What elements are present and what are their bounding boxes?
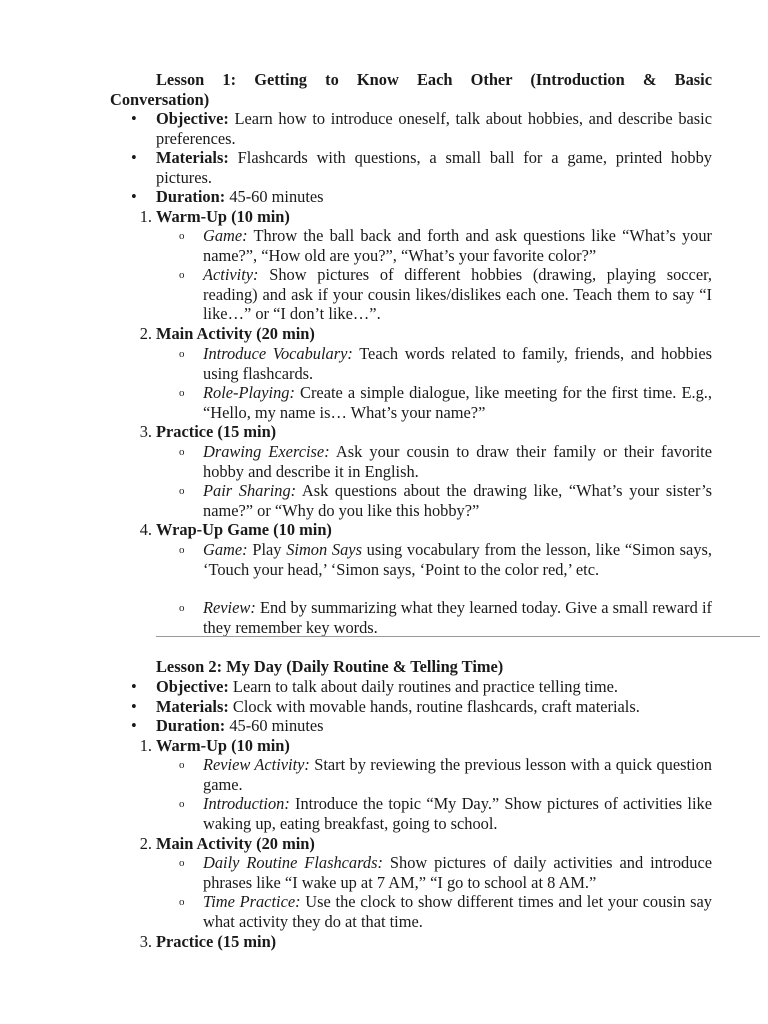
sub-bullet-icon: o — [179, 446, 185, 458]
item-text: Ask your cousin to draw their family or their favorite hobby and describe it in English. — [203, 442, 712, 481]
section-number: 2. — [139, 834, 152, 853]
item-text: Use the clock to show different times and let your cousin say what activity they do at that time. — [203, 892, 712, 931]
simon-says-title: Simon Says — [286, 540, 362, 559]
bullet-icon: • — [131, 697, 137, 716]
lesson-1-title: Lesson 1: Getting to Know Each Other (Introduction & Basic — [156, 70, 712, 89]
lesson-1-title-continued: Conversation) — [110, 89, 210, 109]
sub-bullet-icon: o — [179, 759, 185, 771]
lesson-2-duration — [156, 716, 712, 736]
item-text: Play — [247, 540, 287, 559]
section-heading: Main Activity (20 min) — [156, 324, 315, 343]
section-number: 4. — [139, 520, 152, 539]
item-label: Pair Sharing: — [203, 481, 297, 500]
item-text: Start by reviewing the previous lesson with a quick question game. — [203, 755, 713, 794]
list-item — [203, 794, 712, 833]
bullet-icon: • — [131, 187, 137, 206]
materials-text: Flashcards with questions, a small ball for a game, printed hobby pictures. — [156, 148, 712, 187]
list-item — [203, 383, 712, 422]
list-item — [203, 344, 712, 383]
duration-label: Duration: — [156, 187, 226, 206]
lesson-1-duration — [156, 187, 712, 207]
duration-text: 45-60 minutes — [225, 187, 324, 206]
item-text: Show pictures of different hobbies (drawing, playing soccer, reading) and ask if your cousin likes/dislikes each one. Teach them to say “I like…” or “I don’t like…”. — [203, 265, 712, 324]
list-item — [203, 265, 712, 324]
list-item — [203, 598, 712, 637]
list-item — [203, 540, 712, 579]
objective-label: Objective: — [156, 677, 229, 696]
list-item — [203, 442, 712, 481]
section-heading: Warm-Up (10 min) — [156, 207, 290, 226]
duration-text: 45-60 minutes — [225, 716, 324, 735]
section-heading: Warm-Up (10 min) — [156, 736, 290, 755]
section-divider — [156, 636, 760, 637]
section-heading: Wrap-Up Game (10 min) — [156, 520, 332, 539]
section-heading: Main Activity (20 min) — [156, 834, 315, 853]
item-label: Introduction: — [203, 794, 290, 813]
item-text: using vocabulary from the lesson, like “Simon says, ‘Touch your head,’ ‘Simon says, ‘Point to the color red,’ etc. — [203, 540, 713, 579]
bullet-icon: • — [131, 148, 137, 167]
sub-bullet-icon: o — [179, 602, 185, 614]
item-label: Time Practice: — [203, 892, 301, 911]
list-item — [203, 226, 712, 265]
lesson-1-objective — [156, 109, 712, 148]
objective-text: Learn how to introduce oneself, talk about hobbies, and describe basic preferences. — [156, 109, 712, 148]
item-label: Review: — [203, 598, 256, 617]
item-label: Game: — [203, 226, 248, 245]
item-label: Drawing Exercise: — [203, 442, 330, 461]
item-label: Activity: — [203, 265, 259, 284]
item-text: Introduce the topic “My Day.” Show pictures of activities like waking up, eating breakfast, going to school. — [203, 794, 712, 833]
item-text: End by summarizing what they learned today. Give a small reward if they remember key words. — [203, 598, 712, 637]
item-text: Teach words related to family, friends, and hobbies using flashcards. — [203, 344, 712, 383]
item-text: Ask questions about the drawing like, “What’s your sister’s name?” or “Why do you like this hobby?” — [203, 481, 713, 520]
materials-label: Materials: — [156, 148, 229, 167]
bullet-icon: • — [131, 109, 137, 128]
sub-bullet-icon: o — [179, 485, 185, 497]
item-label: Daily Routine Flashcards: — [203, 853, 383, 872]
sub-bullet-icon: o — [179, 544, 185, 556]
list-item — [203, 481, 712, 520]
section-number: 3. — [139, 932, 152, 951]
bullet-icon: • — [131, 716, 137, 735]
section-number: 1. — [139, 207, 152, 226]
objective-text: Learn to talk about daily routines and practice telling time. — [228, 677, 618, 696]
sub-bullet-icon: o — [179, 269, 185, 281]
section-number: 1. — [139, 736, 152, 755]
bullet-icon: • — [131, 677, 137, 696]
item-text: Throw the ball back and forth and ask questions like “What’s your name?”, “How old are you?”, “What’s your favorite color?” — [203, 226, 712, 265]
item-label: Review Activity: — [203, 755, 310, 774]
sub-bullet-icon: o — [179, 798, 185, 810]
lesson-1-materials — [156, 148, 712, 187]
duration-label: Duration: — [156, 716, 226, 735]
lesson-2-title: Lesson 2: My Day (Daily Routine & Telling Time) — [156, 657, 504, 676]
list-item — [203, 755, 712, 794]
sub-bullet-icon: o — [179, 230, 185, 242]
item-text: Show pictures of daily activities and introduce phrases like “I wake up at 7 AM,” “I go to school at 8 AM.” — [203, 853, 712, 892]
sub-bullet-icon: o — [179, 857, 185, 869]
section-number: 2. — [139, 324, 152, 343]
objective-label: Objective: — [156, 109, 229, 128]
item-label: Game: — [203, 540, 248, 559]
lesson-2-materials — [156, 697, 712, 717]
sub-bullet-icon: o — [179, 348, 185, 360]
section-number: 3. — [139, 422, 152, 441]
item-label: Introduce Vocabulary: — [203, 344, 353, 363]
item-text: Create a simple dialogue, like meeting for the first time. E.g., “Hello, my name is… What’s your name?” — [203, 383, 712, 422]
section-heading: Practice (15 min) — [156, 932, 277, 951]
item-label: Role-Playing: — [203, 383, 295, 402]
section-heading: Practice (15 min) — [156, 422, 277, 441]
lesson-2-objective — [156, 677, 712, 697]
list-item — [203, 853, 712, 892]
materials-text: Clock with movable hands, routine flashcards, craft materials. — [228, 697, 640, 716]
sub-bullet-icon: o — [179, 896, 185, 908]
list-item — [203, 892, 712, 931]
materials-label: Materials: — [156, 697, 229, 716]
sub-bullet-icon: o — [179, 387, 185, 399]
